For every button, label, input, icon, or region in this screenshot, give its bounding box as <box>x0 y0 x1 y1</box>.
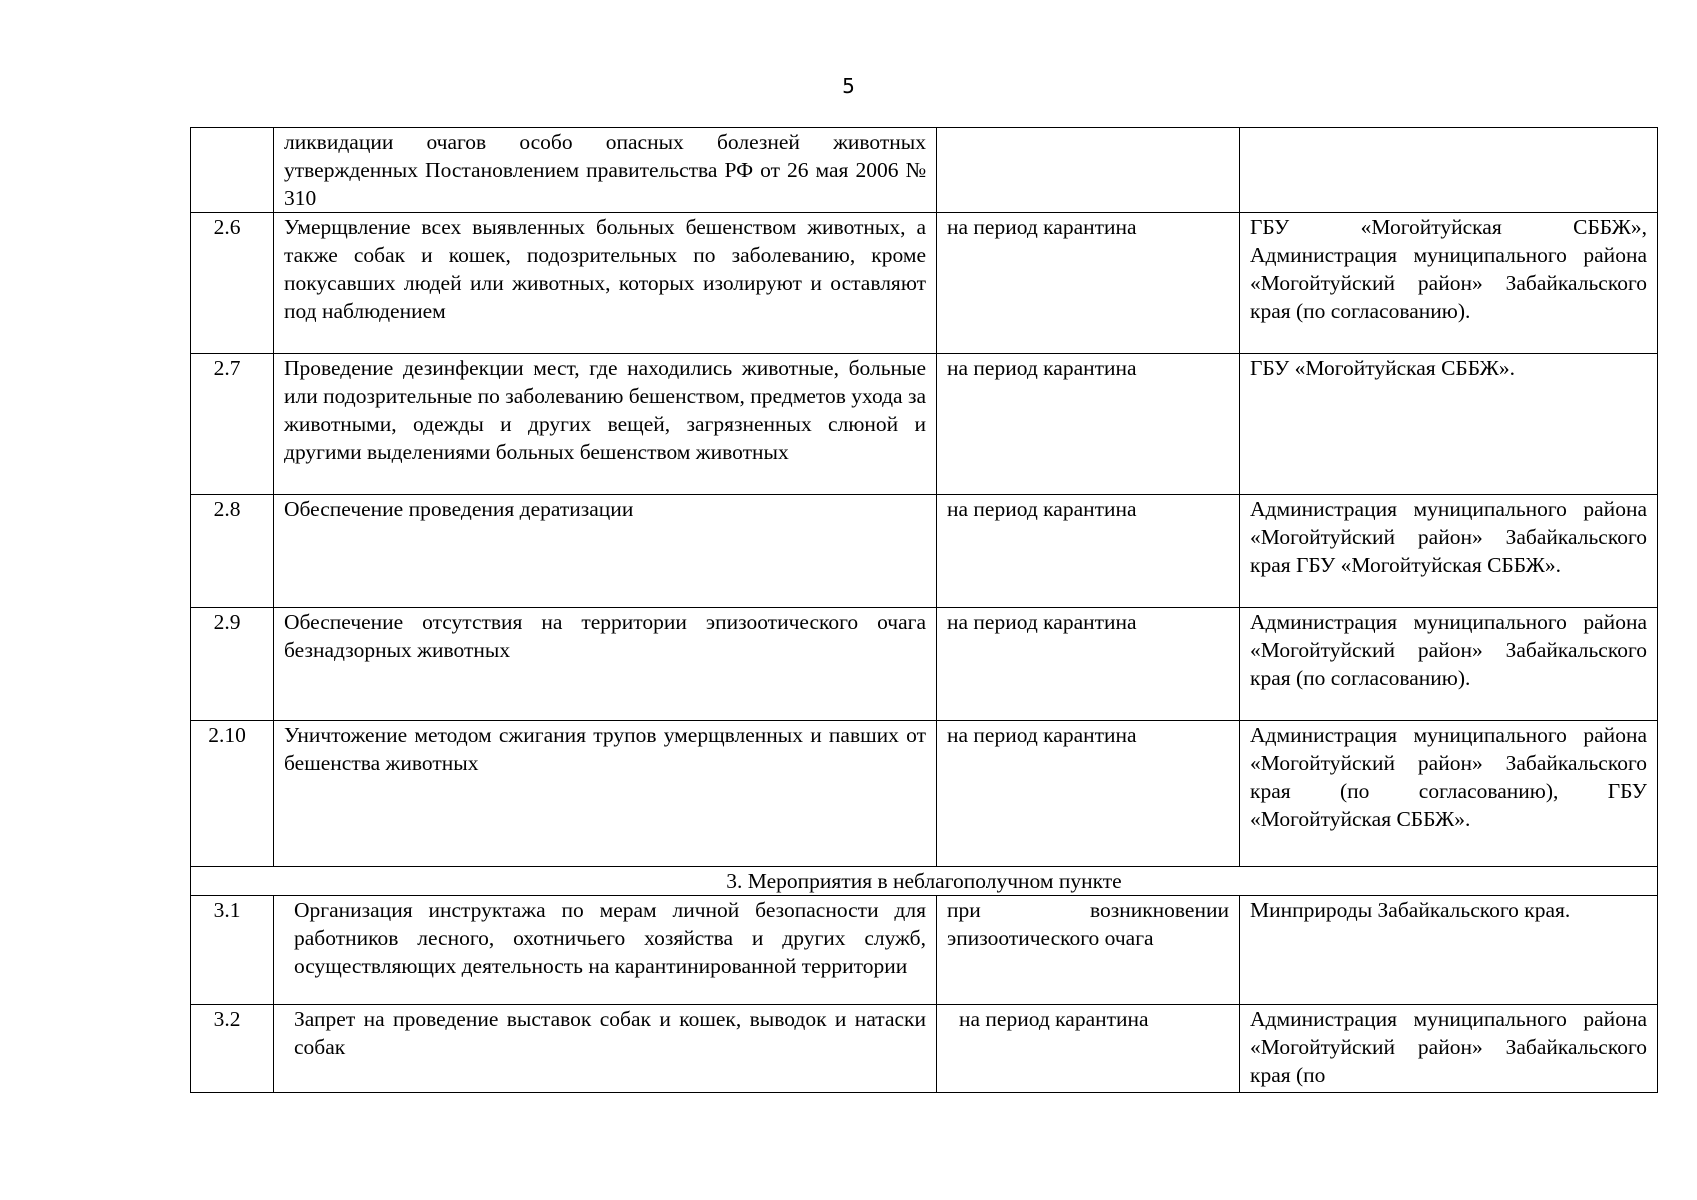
responsible-cell: Администрация муниципального района «Могойтуйский район» Забайкальского края (по согласованию), ГБУ «Могойтуйская СББЖ». <box>1240 721 1658 867</box>
action-cell: Умерщвление всех выявленных больных бешенством животных, а также собак и кошек, подозрительных по заболеванию, кроме покусавших людей или животных, которых изолируют и оставляют под наблюдением <box>274 213 937 354</box>
action-cell: Обеспечение проведения дератизации <box>274 495 937 608</box>
row-number: 2.7 <box>191 354 274 495</box>
term-cell: на период карантина <box>937 354 1240 495</box>
responsible-cell: Администрация муниципального района «Могойтуйский район» Забайкальского края (по согласованию). <box>1240 608 1658 721</box>
responsible-cell: Администрация муниципального района «Могойтуйский район» Забайкальского края (по <box>1240 1005 1658 1093</box>
row-number: 3.1 <box>191 896 274 1005</box>
action-cell: ликвидации очагов особо опасных болезней животных утвержденных Постановлением правительства РФ от 26 мая 2006 № 310 <box>274 128 937 213</box>
action-cell: Организация инструктажа по мерам личной безопасности для работников лесного, охотничьего хозяйства и других служб, осуществляющих деятельность на карантинированной территории <box>274 896 937 1005</box>
term-cell: при возникновении эпизоотического очага <box>937 896 1240 1005</box>
row-number <box>191 128 274 213</box>
table-row <box>191 495 1658 608</box>
responsible-cell <box>1240 128 1658 213</box>
table-row <box>191 354 1658 495</box>
section-header-row <box>191 867 1658 896</box>
table-row <box>191 608 1658 721</box>
term-cell: на период карантина <box>937 1005 1240 1093</box>
row-number: 2.10 <box>191 721 274 867</box>
responsible-cell: ГБУ «Могойтуйская СББЖ», Администрация муниципального района «Могойтуйский район» Забайкальского края (по согласованию). <box>1240 213 1658 354</box>
term-cell: на период карантина <box>937 213 1240 354</box>
table-row <box>191 128 1658 213</box>
table-row <box>191 896 1658 1005</box>
responsible-cell: Минприроды Забайкальского края. <box>1240 896 1658 1005</box>
row-number: 2.6 <box>191 213 274 354</box>
measures-table <box>190 127 1658 1093</box>
action-cell: Запрет на проведение выставок собак и кошек, выводок и натаски собак <box>274 1005 937 1093</box>
action-cell: Уничтожение методом сжигания трупов умерщвленных и павших от бешенства животных <box>274 721 937 867</box>
term-cell: на период карантина <box>937 495 1240 608</box>
row-number: 2.9 <box>191 608 274 721</box>
measures-table-body <box>191 128 1658 1093</box>
row-number: 2.8 <box>191 495 274 608</box>
page-number: 5 <box>842 74 855 98</box>
responsible-cell: ГБУ «Могойтуйская СББЖ». <box>1240 354 1658 495</box>
responsible-cell: Администрация муниципального района «Могойтуйский район» Забайкальского края ГБУ «Могойтуйская СББЖ». <box>1240 495 1658 608</box>
term-cell <box>937 128 1240 213</box>
table-row <box>191 213 1658 354</box>
action-cell: Проведение дезинфекции мест, где находились животные, больные или подозрительные по заболеванию бешенством, предметов ухода за животными, одежды и других вещей, загрязненных слюной и другими выделениями больных бешенством животных <box>274 354 937 495</box>
table-row <box>191 1005 1658 1093</box>
term-cell: на период карантина <box>937 721 1240 867</box>
term-cell: на период карантина <box>937 608 1240 721</box>
table-row <box>191 721 1658 867</box>
row-number: 3.2 <box>191 1005 274 1093</box>
action-cell: Обеспечение отсутствия на территории эпизоотического очага безнадзорных животных <box>274 608 937 721</box>
section-title: 3. Мероприятия в неблагополучном пункте <box>191 867 1658 896</box>
